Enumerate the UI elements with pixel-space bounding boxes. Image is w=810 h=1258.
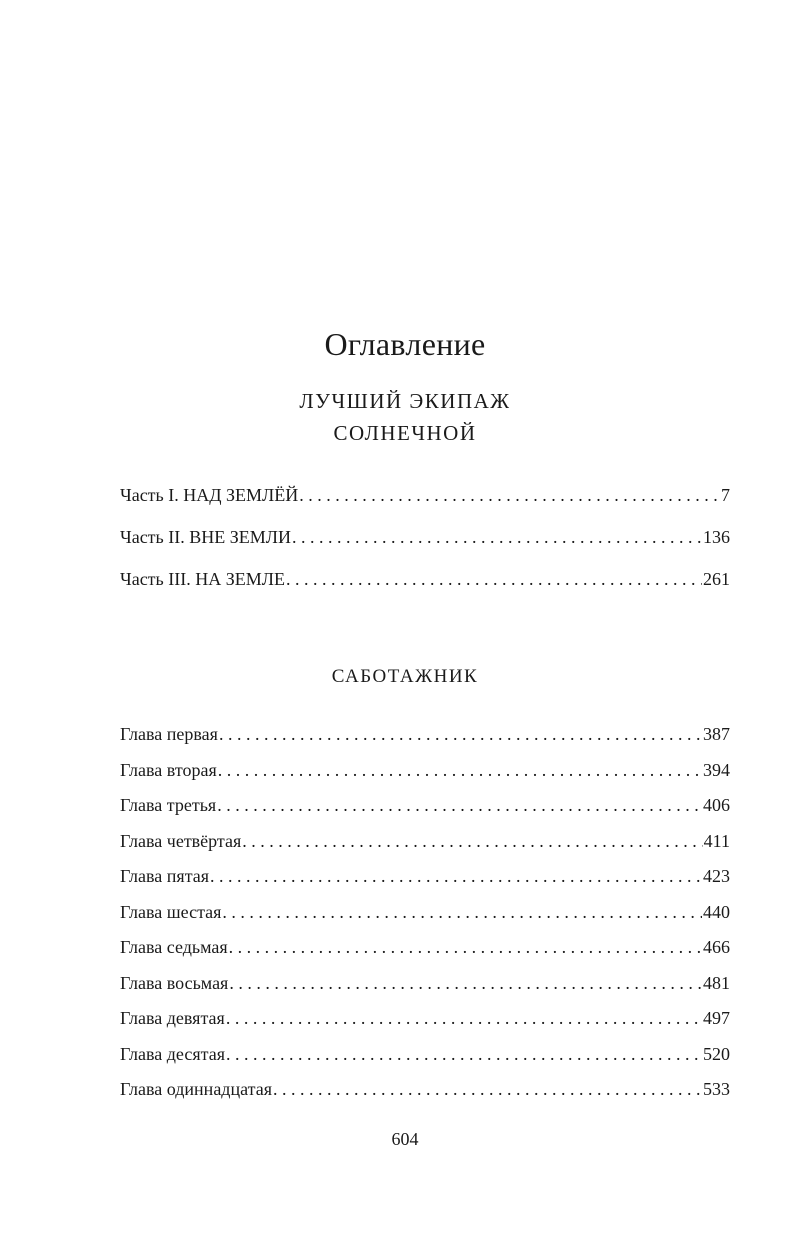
dot-leader <box>210 862 702 890</box>
toc-entry-label: Глава восьмая <box>120 972 229 993</box>
dot-leader <box>242 827 702 855</box>
toc-entry-page: 261 <box>703 569 730 589</box>
toc-entry-page: 394 <box>703 759 730 780</box>
book1-toc-list <box>120 480 730 606</box>
toc-entry-label: Глава четвёртая <box>120 830 242 851</box>
toc-entry-page: 411 <box>703 830 730 851</box>
dot-leader <box>229 969 702 997</box>
toc-entry-label: Глава первая <box>120 724 218 744</box>
dot-leader <box>299 480 720 510</box>
toc-entry-label: Глава одиннадцатая <box>120 1079 272 1099</box>
book1-title-line1: ЛУЧШИЙ ЭКИПАЖ <box>299 389 511 413</box>
toc-entry-label: Часть II. ВНЕ ЗЕМЛИ <box>120 527 291 547</box>
dot-leader <box>222 898 702 926</box>
toc-entry-page: 466 <box>703 937 730 957</box>
toc-entry-label: Глава десятая <box>120 1043 225 1064</box>
toc-entry-page: 520 <box>703 1043 730 1064</box>
dot-leader <box>286 564 702 594</box>
dot-leader <box>292 522 702 552</box>
toc-entry-page: 136 <box>703 527 730 547</box>
toc-entry-page: 423 <box>703 866 730 886</box>
toc-entry-page: 387 <box>703 724 730 744</box>
toc-entry-label: Глава третья <box>120 795 217 815</box>
toc-entry-label: Глава вторая <box>120 759 217 780</box>
toc-entry-page: 481 <box>703 972 730 993</box>
toc-entry-page: 497 <box>703 1008 730 1028</box>
dot-leader <box>226 1040 702 1068</box>
toc-entry[interactable] <box>120 791 730 827</box>
toc-entry[interactable] <box>120 1040 730 1076</box>
toc-entry[interactable] <box>120 898 730 934</box>
book2-toc-list <box>120 720 730 1111</box>
toc-entry-page: 533 <box>703 1079 730 1099</box>
toc-entry[interactable] <box>120 933 730 969</box>
toc-entry[interactable] <box>120 1075 730 1111</box>
toc-entry-label: Глава седьмая <box>120 937 228 957</box>
toc-entry[interactable] <box>120 827 730 863</box>
toc-entry[interactable] <box>120 969 730 1005</box>
book1-title-line2: СОЛНЕЧНОЙ <box>333 421 477 445</box>
dot-leader <box>229 933 702 961</box>
toc-title: Оглавление <box>324 326 486 362</box>
dot-leader <box>218 756 702 784</box>
toc-entry[interactable] <box>120 720 730 756</box>
toc-entry-page: 440 <box>703 901 730 922</box>
toc-entry-label: Глава девятая <box>120 1008 225 1028</box>
toc-entry-label: Часть III. НА ЗЕМЛЕ <box>120 569 285 589</box>
toc-entry-label: Глава шестая <box>120 901 222 922</box>
toc-entry-page: 406 <box>703 795 730 815</box>
dot-leader <box>219 720 702 748</box>
book2-title: САБОТАЖНИК <box>331 666 479 687</box>
page-number: 604 <box>391 1129 419 1149</box>
toc-entry[interactable] <box>120 480 730 522</box>
toc-entry-label: Часть I. НАД ЗЕМЛЁЙ <box>120 485 299 505</box>
toc-entry[interactable] <box>120 862 730 898</box>
dot-leader <box>217 791 702 819</box>
toc-entry-page: 7 <box>721 485 730 505</box>
toc-entry[interactable] <box>120 1004 730 1040</box>
toc-entry-label: Глава пятая <box>120 866 210 886</box>
toc-entry[interactable] <box>120 756 730 792</box>
dot-leader <box>273 1075 702 1103</box>
dot-leader <box>226 1004 702 1032</box>
toc-entry[interactable] <box>120 522 730 564</box>
toc-entry[interactable] <box>120 564 730 606</box>
